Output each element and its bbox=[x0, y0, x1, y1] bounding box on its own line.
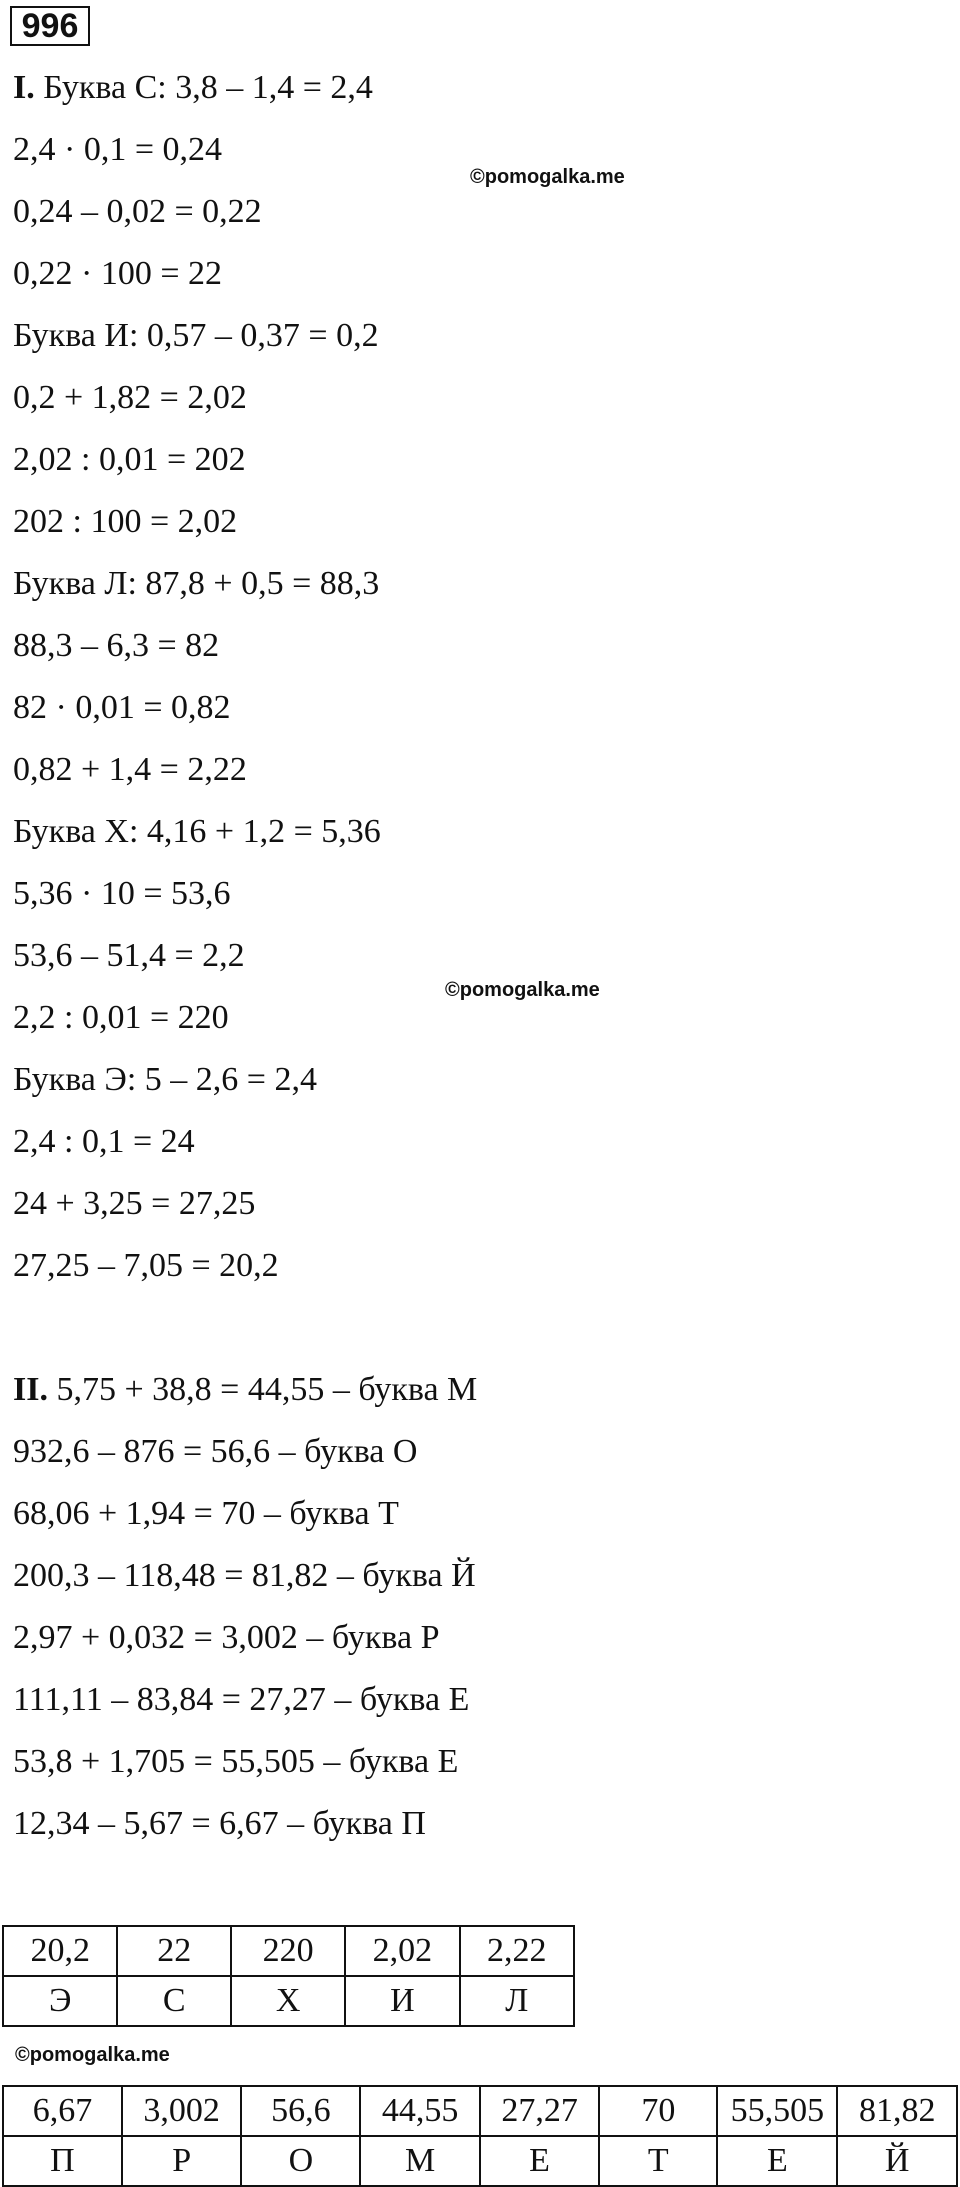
table-cell: Х bbox=[231, 1976, 345, 2026]
part2-line-1 bbox=[13, 1370, 477, 1410]
table-cell: С bbox=[117, 1976, 231, 2026]
part1-line-17: Буква Э: 5 – 2,6 = 2,4 bbox=[13, 1061, 317, 1098]
part1-line-12: 0,82 + 1,4 = 2,22 bbox=[13, 751, 247, 788]
part2-line-2: 932,6 – 876 = 56,6 – буква О bbox=[13, 1433, 418, 1470]
watermark-3: ©pomogalka.me bbox=[15, 2044, 170, 2066]
table-cell: М bbox=[360, 2136, 480, 2186]
part1-line-11: 82 · 0,01 = 0,82 bbox=[13, 689, 231, 726]
task-number: 996 bbox=[10, 6, 90, 46]
table-cell: Т bbox=[599, 2136, 717, 2186]
part1-line-15: 53,6 – 51,4 = 2,2 bbox=[13, 937, 245, 974]
part1-line-18: 2,4 : 0,1 = 24 bbox=[13, 1123, 195, 1160]
part1-line-1 bbox=[13, 68, 373, 108]
table-row-letters bbox=[3, 2136, 957, 2186]
watermark-1: ©pomogalka.me bbox=[470, 166, 625, 188]
part1-line-3: 0,24 – 0,02 = 0,22 bbox=[13, 193, 262, 230]
watermark-2: ©pomogalka.me bbox=[445, 979, 600, 1001]
part2-line-8: 12,34 – 5,67 = 6,67 – буква П bbox=[13, 1805, 426, 1842]
part2-line-5: 2,97 + 0,032 = 3,002 – буква Р bbox=[13, 1619, 440, 1656]
table-cell: Л bbox=[460, 1976, 574, 2026]
table-row-letters bbox=[3, 1976, 574, 2026]
table-cell: Е bbox=[717, 2136, 837, 2186]
part1-line-8: 202 : 100 = 2,02 bbox=[13, 503, 238, 540]
table-cell: 70 bbox=[599, 2086, 717, 2136]
part2-line-6: 111,11 – 83,84 = 27,27 – буква Е bbox=[13, 1681, 470, 1718]
table-cell: 27,27 bbox=[480, 2086, 600, 2136]
part2-line-4: 200,3 – 118,48 = 81,82 – буква Й bbox=[13, 1557, 476, 1594]
table-cell: Р bbox=[122, 2136, 242, 2186]
part1-line-14: 5,36 · 10 = 53,6 bbox=[13, 875, 231, 912]
part1-line-9: Буква Л: 87,8 + 0,5 = 88,3 bbox=[13, 565, 380, 602]
table-cell: П bbox=[3, 2136, 122, 2186]
table-cell: 22 bbox=[117, 1926, 231, 1976]
part1-line-19: 24 + 3,25 = 27,25 bbox=[13, 1185, 256, 1222]
part1-line-5: Буква И: 0,57 – 0,37 = 0,2 bbox=[13, 317, 379, 354]
part2-line-3: 68,06 + 1,94 = 70 – буква Т bbox=[13, 1495, 399, 1532]
table-cell: Й bbox=[837, 2136, 957, 2186]
table-cell: Е bbox=[480, 2136, 600, 2186]
table-cell: 56,6 bbox=[241, 2086, 360, 2136]
part1-line-20: 27,25 – 7,05 = 20,2 bbox=[13, 1247, 279, 1284]
table-cell: 2,22 bbox=[460, 1926, 574, 1976]
table-cell: 6,67 bbox=[3, 2086, 122, 2136]
part2-marker: II. bbox=[13, 1371, 48, 1408]
part1-marker: I. bbox=[13, 69, 35, 106]
table-cell: 2,02 bbox=[345, 1926, 459, 1976]
part1-line-10: 88,3 – 6,3 = 82 bbox=[13, 627, 220, 664]
part1-line-2: 2,4 · 0,1 = 0,24 bbox=[13, 131, 222, 168]
table-row-values bbox=[3, 1926, 574, 1976]
table-cell: 55,505 bbox=[717, 2086, 837, 2136]
table-cell: 220 bbox=[231, 1926, 345, 1976]
part1-line-6: 0,2 + 1,82 = 2,02 bbox=[13, 379, 247, 416]
answer-table-2 bbox=[2, 2085, 958, 2187]
part2-line-1-text: 5,75 + 38,8 = 44,55 – буква М bbox=[56, 1371, 478, 1408]
table-cell: 44,55 bbox=[360, 2086, 480, 2136]
part1-line-13: Буква Х: 4,16 + 1,2 = 5,36 bbox=[13, 813, 381, 850]
part1-line-7: 2,02 : 0,01 = 202 bbox=[13, 441, 246, 478]
part1-line-1-text: Буква С: 3,8 – 1,4 = 2,4 bbox=[43, 69, 373, 106]
part1-line-16: 2,2 : 0,01 = 220 bbox=[13, 999, 229, 1036]
table-cell: Э bbox=[3, 1976, 117, 2026]
table-cell: 3,002 bbox=[122, 2086, 242, 2136]
table-cell: О bbox=[241, 2136, 360, 2186]
part2-line-7: 53,8 + 1,705 = 55,505 – буква Е bbox=[13, 1743, 459, 1780]
part1-line-4: 0,22 · 100 = 22 bbox=[13, 255, 222, 292]
table-cell: 20,2 bbox=[3, 1926, 117, 1976]
table-cell: И bbox=[345, 1976, 459, 2026]
table-row-values bbox=[3, 2086, 957, 2136]
table-cell: 81,82 bbox=[837, 2086, 957, 2136]
answer-table-1 bbox=[2, 1925, 575, 2027]
